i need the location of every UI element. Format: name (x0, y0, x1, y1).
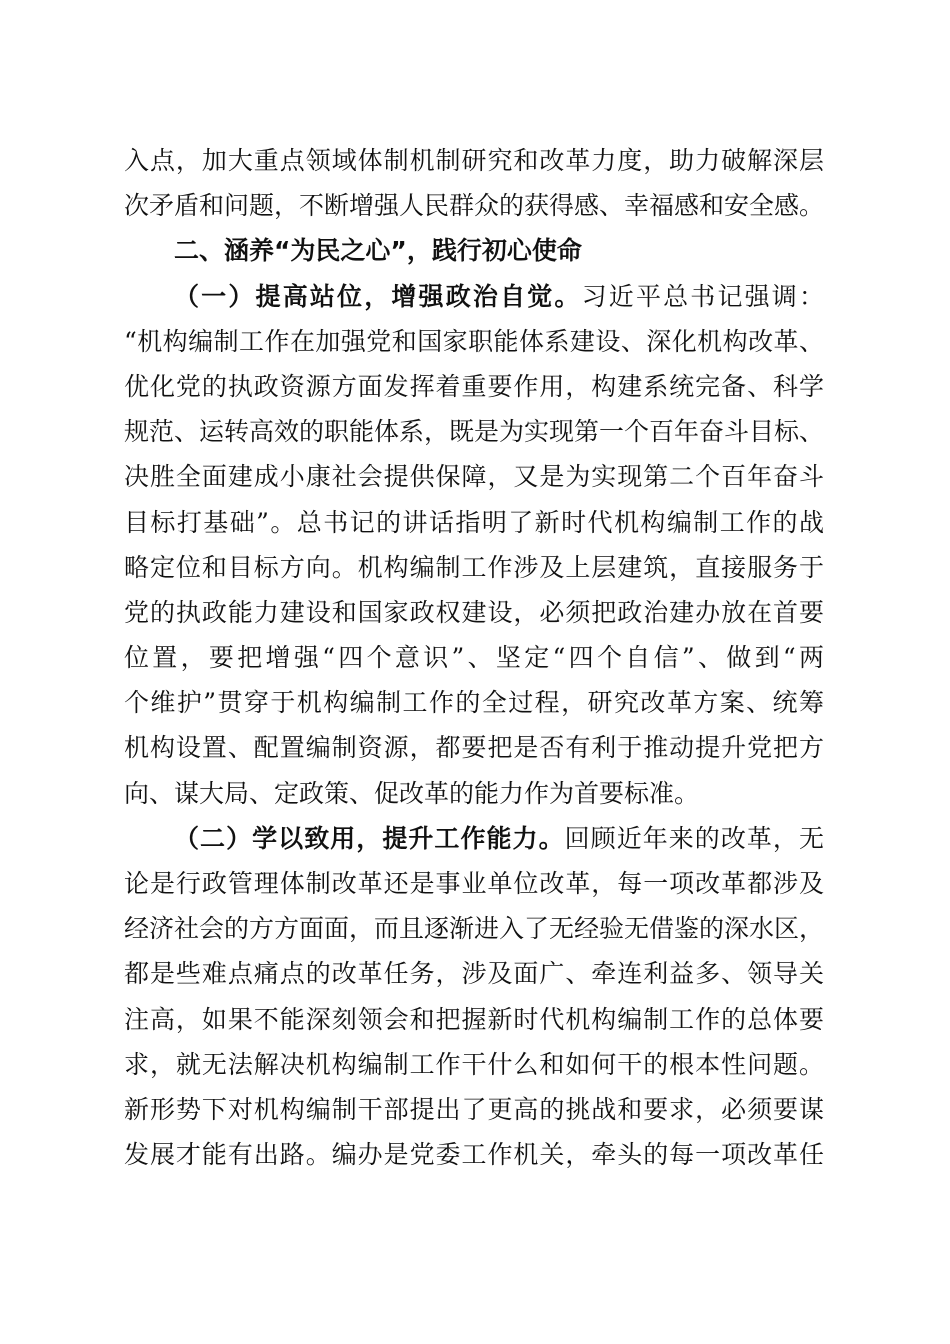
paragraph-lead-line (124, 816, 824, 861)
paragraph-line: 优化党的执政资源方面发挥着重要作用，构建系统完备、科学 (124, 371, 824, 401)
paragraph-line: 个维护”贯穿于机构编制工作的全过程，研究改革方案、统筹 (124, 688, 824, 718)
paragraph-lead-line (124, 274, 824, 319)
paragraph-line: 位置，要把增强“四个意识”、坚定“四个自信”、做到“两 (124, 643, 824, 673)
paragraph-line: 论是行政管理体制改革还是事业单位改革，每一项改革都涉及 (124, 869, 824, 898)
paragraph-line: 新形势下对机构编制干部提出了更高的挑战和要求，必须要谋 (124, 1094, 824, 1124)
paragraph-line: 机构设置、配置编制资源，都要把是否有利于推动提升党把方 (124, 733, 824, 763)
section-heading: 二、涵养“为民之心”，践行初心使命 (174, 236, 582, 266)
paragraph-line: 向、谋大局、定政策、促改革的能力作为首要标准。 (124, 778, 700, 808)
subsection-title: （二）学以致用，提升工作能力。 (174, 823, 565, 853)
paragraph-line: 次矛盾和问题，不断增强人民群众的获得感、幸福感和安全感。 (124, 191, 825, 221)
paragraph-line: 求，就无法解决机构编制工作干什么和如何干的根本性问题。 (124, 1049, 824, 1079)
document-body (124, 138, 824, 1177)
paragraph-line: 都是些难点痛点的改革任务，涉及面广、牵连利益多、领导关 (124, 959, 824, 989)
paragraph-text: 回顾近年来的改革，无 (564, 823, 824, 853)
paragraph-line: 略定位和目标方向。机构编制工作涉及上层建筑，直接服务于 (124, 552, 824, 582)
paragraph-line: 注高，如果不能深刻领会和把握新时代机构编制工作的总体要 (124, 1004, 824, 1034)
paragraph-line: 发展才能有出路。编办是党委工作机关，牵头的每一项改革任 (124, 1140, 824, 1170)
paragraph-line: 经济社会的方方面面，而且逐渐进入了无经验无借鉴的深水区， (124, 914, 825, 944)
paragraph-line: 规范、运转高效的职能体系，既是为实现第一个百年奋斗目标、 (124, 417, 825, 447)
subsection-title: （一）提高站位，增强政治自觉。 (174, 281, 582, 311)
paragraph-line: 目标打基础”。总书记的讲话指明了新时代机构编制工作的战 (124, 507, 824, 537)
paragraph-line: 党的执政能力建设和国家政权建设，必须把政治建办放在首要 (124, 597, 824, 627)
paragraph-line: 决胜全面建成小康社会提供保障，又是为实现第二个百年奋斗 (124, 462, 824, 492)
paragraph-line: 入点，加大重点领域体制机制研究和改革力度，助力破解深层 (124, 146, 824, 175)
paragraph-text: 习近平总书记强调： (581, 281, 824, 311)
paragraph-line: “机构编制工作在加强党和国家职能体系建设、深化机构改革、 (124, 326, 824, 356)
